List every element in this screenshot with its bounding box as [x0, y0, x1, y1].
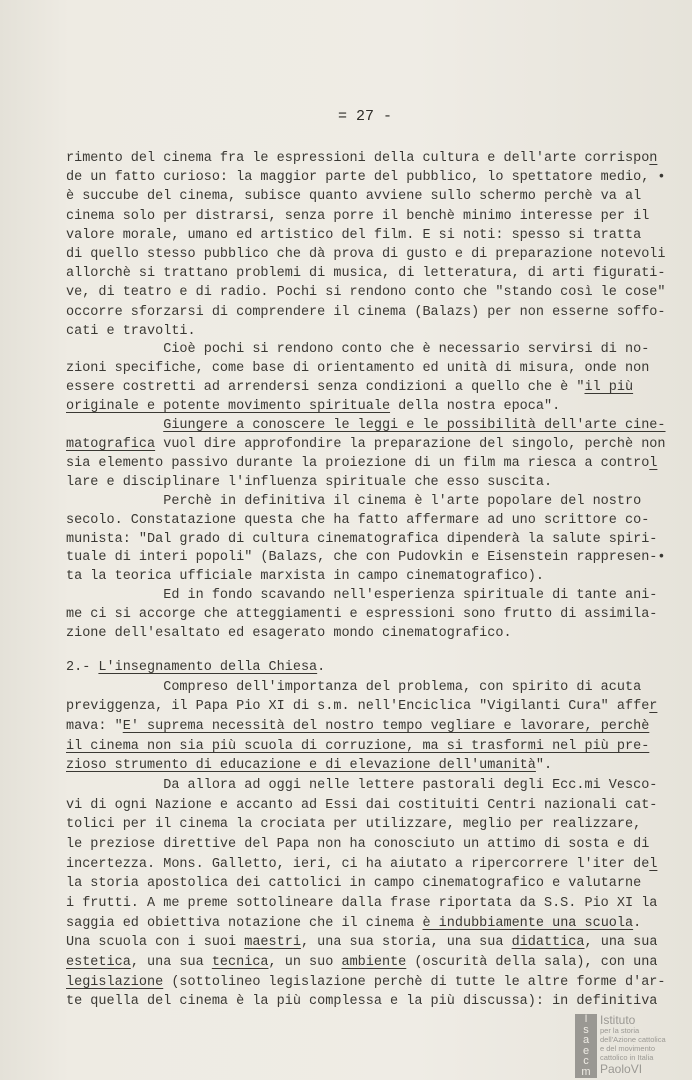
text-segment: , una sua [130, 954, 212, 970]
logo-letter: I [584, 1013, 588, 1025]
underlined-text: zioso strumento di educazione e di elevazione dell'umanità [66, 758, 536, 774]
text-line [66, 894, 666, 914]
text-line [66, 874, 666, 894]
underlined-text: r [649, 699, 658, 715]
text-segment: ". [535, 758, 553, 774]
text-segment: incertezza. Mons. Galletto, ieri, ci ha aiutato a ripercorrere l'iter de [66, 856, 650, 872]
text-line [66, 678, 666, 698]
underlined-text: maestri [244, 935, 301, 951]
text-line [66, 207, 666, 226]
underlined-text: l [649, 856, 658, 872]
text-line [66, 264, 666, 283]
text-segment: cati e travolti. [66, 323, 196, 339]
text-line [66, 973, 666, 993]
text-line [66, 322, 666, 341]
text-line [66, 531, 666, 550]
text-segment: de un fatto curioso: la maggior parte del pubblico, lo spettatore medio, • [66, 170, 666, 186]
logo-line: e del movimento [600, 1044, 656, 1053]
text-segment: , un suo [268, 954, 342, 970]
text-line [66, 360, 666, 379]
text-segment: di quello stesso pubblico che dà prova di gusto e di preparazione notevoli [66, 247, 666, 263]
underlined-text: originale e potente movimento spirituale [66, 398, 391, 414]
text-segment: ta la teorica ufficiale marxista in campo cinematografico). [66, 569, 544, 585]
logo-text [600, 1014, 666, 1076]
text-segment: Ed in fondo scavando nell'esperienza spirituale di tante ani- [66, 588, 658, 604]
text-line [66, 796, 666, 816]
logo-line: cattolico in Italia [600, 1053, 654, 1062]
page-number: = 27 - [338, 108, 393, 125]
text-line [66, 474, 666, 493]
text-line [66, 756, 666, 776]
underlined-text: Giungere a conoscere le leggi e le possibilità dell'arte cine- [163, 417, 666, 433]
text-line [66, 493, 666, 512]
text-line [66, 835, 666, 855]
text-line [66, 187, 666, 206]
text-segment: previggenza, il Papa Pio XI di s.m. nell'Enciclica "Vigilanti Cura" affe [66, 699, 650, 715]
text-line [66, 379, 666, 398]
text-segment: , una sua [584, 935, 658, 951]
text-line [66, 283, 666, 302]
text-segment: vi di ogni Nazione e accanto ad Essi dai costituiti Centri nazionali cat- [66, 797, 658, 813]
text-line [66, 455, 666, 474]
text-segment: zioni specifiche, come base di orientamento ed unità di misura, onde non [66, 360, 650, 376]
text-segment: i frutti. A me preme sottolineare dalla frase riportata da S.S. Pio XI la [66, 895, 658, 911]
text-segment: Compreso dell'importanza del problema, con spirito di acuta [66, 679, 642, 695]
text-line [66, 606, 666, 625]
section-church-teaching [66, 658, 666, 1012]
text-segment: della nostra epoca". [390, 398, 561, 414]
text-line [66, 303, 666, 322]
underlined-text: è indubbiamente una scuola [422, 915, 634, 931]
text-line [66, 953, 666, 973]
logo-line: per la storia [600, 1026, 640, 1035]
underlined-text: matografica [66, 436, 156, 452]
text-line [66, 149, 666, 168]
logo-line: PaoloVI [600, 1062, 643, 1076]
text-segment: munista: "Dal grado di cultura cinematografica dipenderà la salute spiri- [66, 531, 658, 547]
text-line [66, 933, 666, 953]
logo-letter: s [583, 1023, 589, 1036]
underlined-text: n [649, 151, 658, 166]
text-segment: saggia ed obiettiva notazione che il cinema [66, 915, 423, 931]
text-line [66, 568, 666, 587]
underlined-text: il più [584, 379, 634, 395]
logo-letter: e [582, 1044, 590, 1057]
logo-letters [575, 1014, 597, 1078]
text-segment: valore morale, umano ed artistico del film. E si noti: spesso si tratta [66, 227, 642, 243]
text-segment: ve, di teatro e di radio. Pochi si rendono conto che "stando così le cose" [66, 285, 666, 301]
logo-line: dell'Azione cattolica [600, 1035, 666, 1044]
text-segment: 2.- [66, 660, 99, 675]
text-line [66, 717, 666, 737]
underlined-text: ambiente [341, 954, 407, 970]
text-line [66, 417, 666, 436]
text-line [66, 549, 666, 568]
isacem-watermark-logo [575, 1014, 690, 1078]
text-segment: essere costretti ad arrendersi senza condizioni a quello che è " [66, 379, 585, 395]
text-line [66, 625, 666, 644]
text-segment: (sottolineo legislazione perchè di tutte le altre forme d'ar- [163, 974, 666, 990]
logo-letter: c [583, 1055, 589, 1068]
text-line [66, 737, 666, 757]
underlined-text: legislazione [66, 974, 164, 990]
text-segment: . [633, 915, 642, 931]
logo-letter: m [581, 1065, 591, 1078]
text-segment: mava: " [66, 718, 123, 734]
paragraph-block-2 [66, 341, 666, 644]
text-segment: zione dell'esaltato ed esagerato mondo cinematografico. [66, 626, 512, 642]
underlined-text: L'insegnamento della Chiesa [98, 660, 318, 675]
text-line [66, 992, 666, 1012]
text-line [66, 512, 666, 531]
text-segment: Perchè in definitiva il cinema è l'arte popolare del nostro [66, 493, 642, 509]
text-line [66, 168, 666, 187]
underlined-text: E' suprema necessità del nostro tempo vegliare e lavorare, perchè [122, 718, 650, 734]
text-segment [66, 418, 163, 433]
text-segment: Cioè pochi si rendono conto che è necessario servirsi di no- [66, 342, 650, 357]
text-line [66, 341, 666, 360]
underlined-text: tecnica [211, 954, 269, 970]
underlined-text: estetica [66, 954, 131, 970]
text-segment: tuale di interi popoli" (Balazs, che con Pudovkin e Eisenstein rappresen-• [66, 550, 666, 566]
text-segment: . [317, 660, 326, 675]
logo-letter: a [582, 1034, 590, 1047]
text-segment: lare e disciplinare l'influenza spirituale che esso suscita. [66, 474, 553, 490]
text-line [66, 914, 666, 934]
underlined-text: didattica [511, 935, 585, 951]
paragraph-block-1 [66, 149, 666, 341]
text-segment: secolo. Constatazione questa che ha fatto affermare ad uno scrittore co- [66, 512, 650, 528]
text-line [66, 245, 666, 264]
text-line [66, 436, 666, 455]
logo-line: Istituto [600, 1013, 636, 1027]
text-line [66, 855, 666, 875]
text-segment: Da allora ad oggi nelle lettere pastorali degli Ecc.mi Vesco- [66, 777, 658, 793]
text-line [66, 815, 666, 835]
text-segment: cinema solo per distrarsi, senza porre il benchè minimo interesse per il [66, 208, 650, 224]
text-line [66, 658, 666, 678]
text-segment: la storia apostolica dei cattolici in campo cinematografico e valutarne [66, 876, 642, 892]
text-segment: è succube del cinema, subisce quanto avviene sullo schermo perchè va al [66, 189, 642, 205]
text-segment: , una sua storia, una sua [300, 935, 512, 951]
text-line [66, 226, 666, 245]
text-segment: me ci si accorge che atteggiamenti e espressioni sono frutto di assimila- [66, 607, 658, 623]
text-line [66, 587, 666, 606]
text-segment: Una scuola con i suoi [66, 935, 245, 951]
text-segment: tolici per il cinema la crociata per utilizzare, meglio per realizzare, [66, 817, 642, 833]
text-segment: te quella del cinema è la più complessa e la più discussa): in definitiva [66, 994, 658, 1010]
underlined-text: il cinema non sia più scuola di corruzione, ma si trasformi nel più pre- [66, 738, 650, 754]
text-segment: le preziose direttive del Papa non ha conosciuto un attimo di sosta e di [66, 836, 650, 852]
text-segment: sia elemento passivo durante la proiezione di un film ma riesca a contro [66, 455, 650, 471]
text-segment: (oscurità della sala), con una [406, 954, 658, 970]
text-segment: rimento del cinema fra le espressioni della cultura e dell'arte corrispo [66, 151, 650, 166]
text-segment: vuol dire approfondire la preparazione del singolo, perchè non [155, 436, 666, 452]
underlined-text: l [649, 455, 658, 471]
text-segment: allorchè si trattano problemi di musica, di letteratura, di arti figurati- [66, 266, 666, 282]
text-line [66, 398, 666, 417]
text-line [66, 776, 666, 796]
text-segment: occorre sforzarsi di comprendere il cinema (Balazs) per non esserne soffo- [66, 304, 666, 320]
text-line [66, 697, 666, 717]
